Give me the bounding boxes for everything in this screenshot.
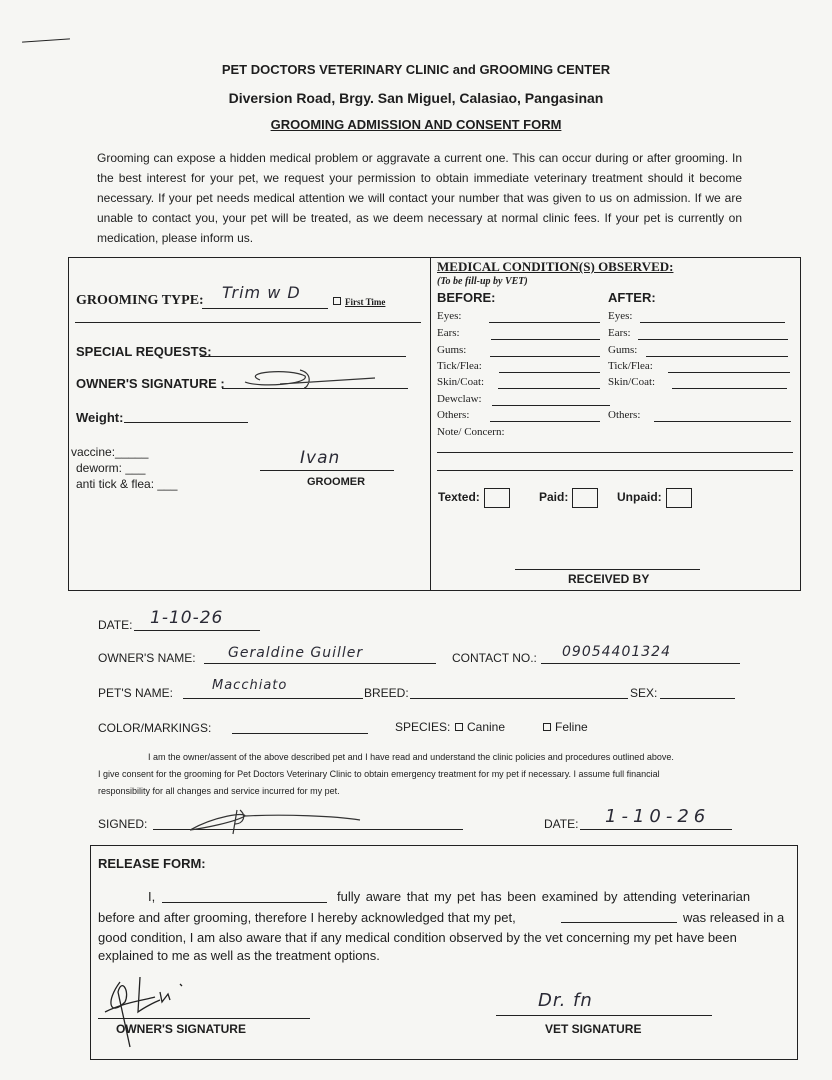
- after-row: Gums:: [608, 344, 638, 356]
- unpaid-checkbox[interactable]: Unpaid:: [617, 488, 692, 508]
- consent-text-2: I give consent for the grooming for Pet Doctors Veterinary Clinic to obtain emergency treatment for my pet if necessary. I assume full financial: [98, 769, 660, 779]
- special-requests-field[interactable]: [200, 356, 406, 357]
- anti-tick-label: anti tick & flea: ___: [76, 477, 178, 491]
- weight-field[interactable]: [124, 422, 248, 423]
- checkbox-icon: [572, 488, 598, 508]
- sex-field[interactable]: [660, 698, 735, 699]
- weight-label: Weight:: [76, 410, 124, 425]
- release-owner-signature-scribble: [100, 972, 200, 1052]
- release-line-1b: fully aware that my pet has been examined by attending veterinarian: [337, 889, 751, 904]
- breed-field[interactable]: [410, 698, 628, 699]
- before-row: Dewclaw:: [437, 393, 482, 405]
- consent-text-1: I am the owner/assent of the above described pet and I have read and understand the clinic policies and procedures outlined above.: [148, 752, 674, 762]
- release-pet-name-field[interactable]: [561, 922, 677, 923]
- contact-label: CONTACT NO.:: [452, 651, 537, 665]
- before-row: Eyes:: [437, 310, 462, 322]
- after-row: Skin/Coat:: [608, 376, 656, 388]
- before-field[interactable]: [491, 339, 600, 340]
- checkbox-icon: [455, 723, 463, 731]
- clinic-name: PET DOCTORS VETERINARY CLINIC and GROOMING CENTER: [221, 62, 611, 77]
- grooming-type-line-2: [75, 322, 421, 323]
- before-row: Skin/Coat:: [437, 376, 485, 388]
- canine-checkbox[interactable]: Canine: [455, 720, 505, 734]
- consent-signature-scribble: [185, 806, 365, 836]
- paid-checkbox[interactable]: Paid:: [539, 488, 598, 508]
- pet-name-label: PET'S NAME:: [98, 686, 173, 700]
- texted-checkbox[interactable]: Texted:: [438, 488, 510, 508]
- signed-label: SIGNED:: [98, 817, 148, 831]
- grooming-type-line: [202, 308, 328, 309]
- special-requests-label: SPECIAL REQUESTS:: [76, 344, 212, 359]
- after-field[interactable]: [672, 388, 787, 389]
- consent-date-label: DATE:: [544, 817, 579, 831]
- after-field[interactable]: [654, 421, 791, 422]
- medical-title: MEDICAL CONDITION(S) OBSERVED:: [437, 259, 674, 274]
- pet-name-line: [183, 698, 363, 699]
- checkbox-icon: [543, 723, 551, 731]
- color-label: COLOR/MARKINGS:: [98, 721, 212, 735]
- after-row: Tick/Flea:: [608, 360, 653, 372]
- after-row: Ears:: [608, 327, 631, 339]
- scan-mark: [22, 38, 70, 42]
- checkbox-icon: [666, 488, 692, 508]
- after-field[interactable]: [646, 356, 788, 357]
- first-time-label: First Time: [345, 297, 386, 307]
- contact-line: [541, 663, 740, 664]
- owner-signature-scribble: [220, 366, 380, 394]
- grooming-type-label: GROOMING TYPE:: [76, 293, 204, 308]
- consent-date-line: [580, 829, 732, 830]
- before-row: Others:: [437, 409, 470, 421]
- groomer-label: GROOMER: [307, 476, 366, 488]
- note-field-1[interactable]: [437, 452, 793, 453]
- after-field[interactable]: [638, 339, 788, 340]
- release-line-3: good condition, I am also aware that if any medical condition observed by the vet concerning my pet have been: [98, 930, 737, 945]
- owner-signature-label: OWNER'S SIGNATURE :: [76, 376, 225, 391]
- groomer-field[interactable]: Ivan: [300, 448, 341, 468]
- release-owner-name-field[interactable]: [162, 902, 327, 903]
- checkbox-icon: [333, 297, 341, 305]
- release-line-2a: before and after grooming, therefore I hereby acknowledged that my pet,: [98, 910, 516, 925]
- before-field[interactable]: [490, 421, 600, 422]
- release-line-2b: was released in a: [683, 910, 785, 925]
- vet-signature-caption: VET SIGNATURE: [545, 1022, 642, 1036]
- form-title: GROOMING ADMISSION AND CONSENT FORM: [270, 117, 562, 132]
- release-title: RELEASE FORM:: [98, 856, 206, 871]
- vet-signature-value: Dr. fn: [538, 990, 593, 1011]
- box-divider: [430, 257, 431, 591]
- vaccine-label: vaccine:_____: [71, 445, 149, 459]
- medical-subtitle: (To be fill-up by VET): [437, 276, 528, 287]
- after-row: Eyes:: [608, 310, 633, 322]
- consent-text-3: responsibility for all changes and service incurred for my pet.: [98, 786, 340, 796]
- owner-name-line: [204, 663, 436, 664]
- intro-paragraph: Grooming can expose a hidden medical problem or aggravate a current one. This can occur during or after grooming. In the best interest for your pet, we request your permission to obtain immediate veterinary treatment should it become necessary. If your pet needs medical attention we will contact your number that was given to us on admission. If we are unable to contact you, your pet will be treated, as we deem necessary at normal clinic fees. If your pet is currently on medication, please inform us.: [97, 151, 742, 245]
- date-field[interactable]: 1-10-26: [150, 608, 224, 628]
- consent-date-field[interactable]: 1-10-26: [605, 806, 711, 827]
- note-label: Note/ Concern:: [437, 426, 505, 438]
- vet-signature-field[interactable]: [496, 1015, 712, 1016]
- color-field[interactable]: [232, 733, 368, 734]
- owner-signature-caption: OWNER'S SIGNATURE: [116, 1022, 246, 1036]
- received-by-label: RECEIVED BY: [568, 572, 650, 586]
- note-field-2[interactable]: [437, 470, 793, 471]
- before-field[interactable]: [489, 322, 601, 323]
- feline-checkbox[interactable]: Feline: [543, 720, 588, 734]
- before-row: Tick/Flea:: [437, 360, 482, 372]
- first-time-checkbox[interactable]: [333, 297, 385, 307]
- after-heading: AFTER:: [608, 290, 656, 305]
- sex-label: SEX:: [630, 686, 658, 700]
- after-row: Others:: [608, 409, 641, 421]
- before-field[interactable]: [492, 405, 610, 406]
- before-field[interactable]: [490, 356, 600, 357]
- after-field[interactable]: [640, 322, 785, 323]
- release-line-1a: I,: [148, 889, 156, 904]
- species-label: SPECIES:: [395, 720, 451, 734]
- after-field[interactable]: [668, 372, 790, 373]
- before-row: Gums:: [437, 344, 467, 356]
- date-line: [134, 630, 260, 631]
- groomer-line: [260, 470, 394, 471]
- release-line-4: explained to me as well as the treatment options.: [98, 948, 380, 963]
- pet-name-field[interactable]: Macchiato: [212, 678, 288, 693]
- clinic-address: Diversion Road, Brgy. San Miguel, Calasiao, Pangasinan: [228, 90, 604, 106]
- before-field[interactable]: [498, 388, 601, 389]
- grooming-type-field[interactable]: Trim w D: [222, 283, 301, 302]
- deworm-label: deworm: ___: [76, 461, 146, 475]
- date-label: DATE:: [98, 618, 133, 632]
- contact-field[interactable]: 09054401324: [562, 644, 671, 660]
- before-row: Ears:: [437, 327, 460, 339]
- before-field[interactable]: [499, 372, 600, 373]
- breed-label: BREED:: [364, 686, 409, 700]
- checkbox-icon: [484, 488, 510, 508]
- owner-name-field[interactable]: Geraldine Guiller: [228, 645, 364, 661]
- before-heading: BEFORE:: [437, 290, 496, 305]
- received-by-field[interactable]: [515, 569, 700, 570]
- owner-name-label: OWNER'S NAME:: [98, 651, 196, 665]
